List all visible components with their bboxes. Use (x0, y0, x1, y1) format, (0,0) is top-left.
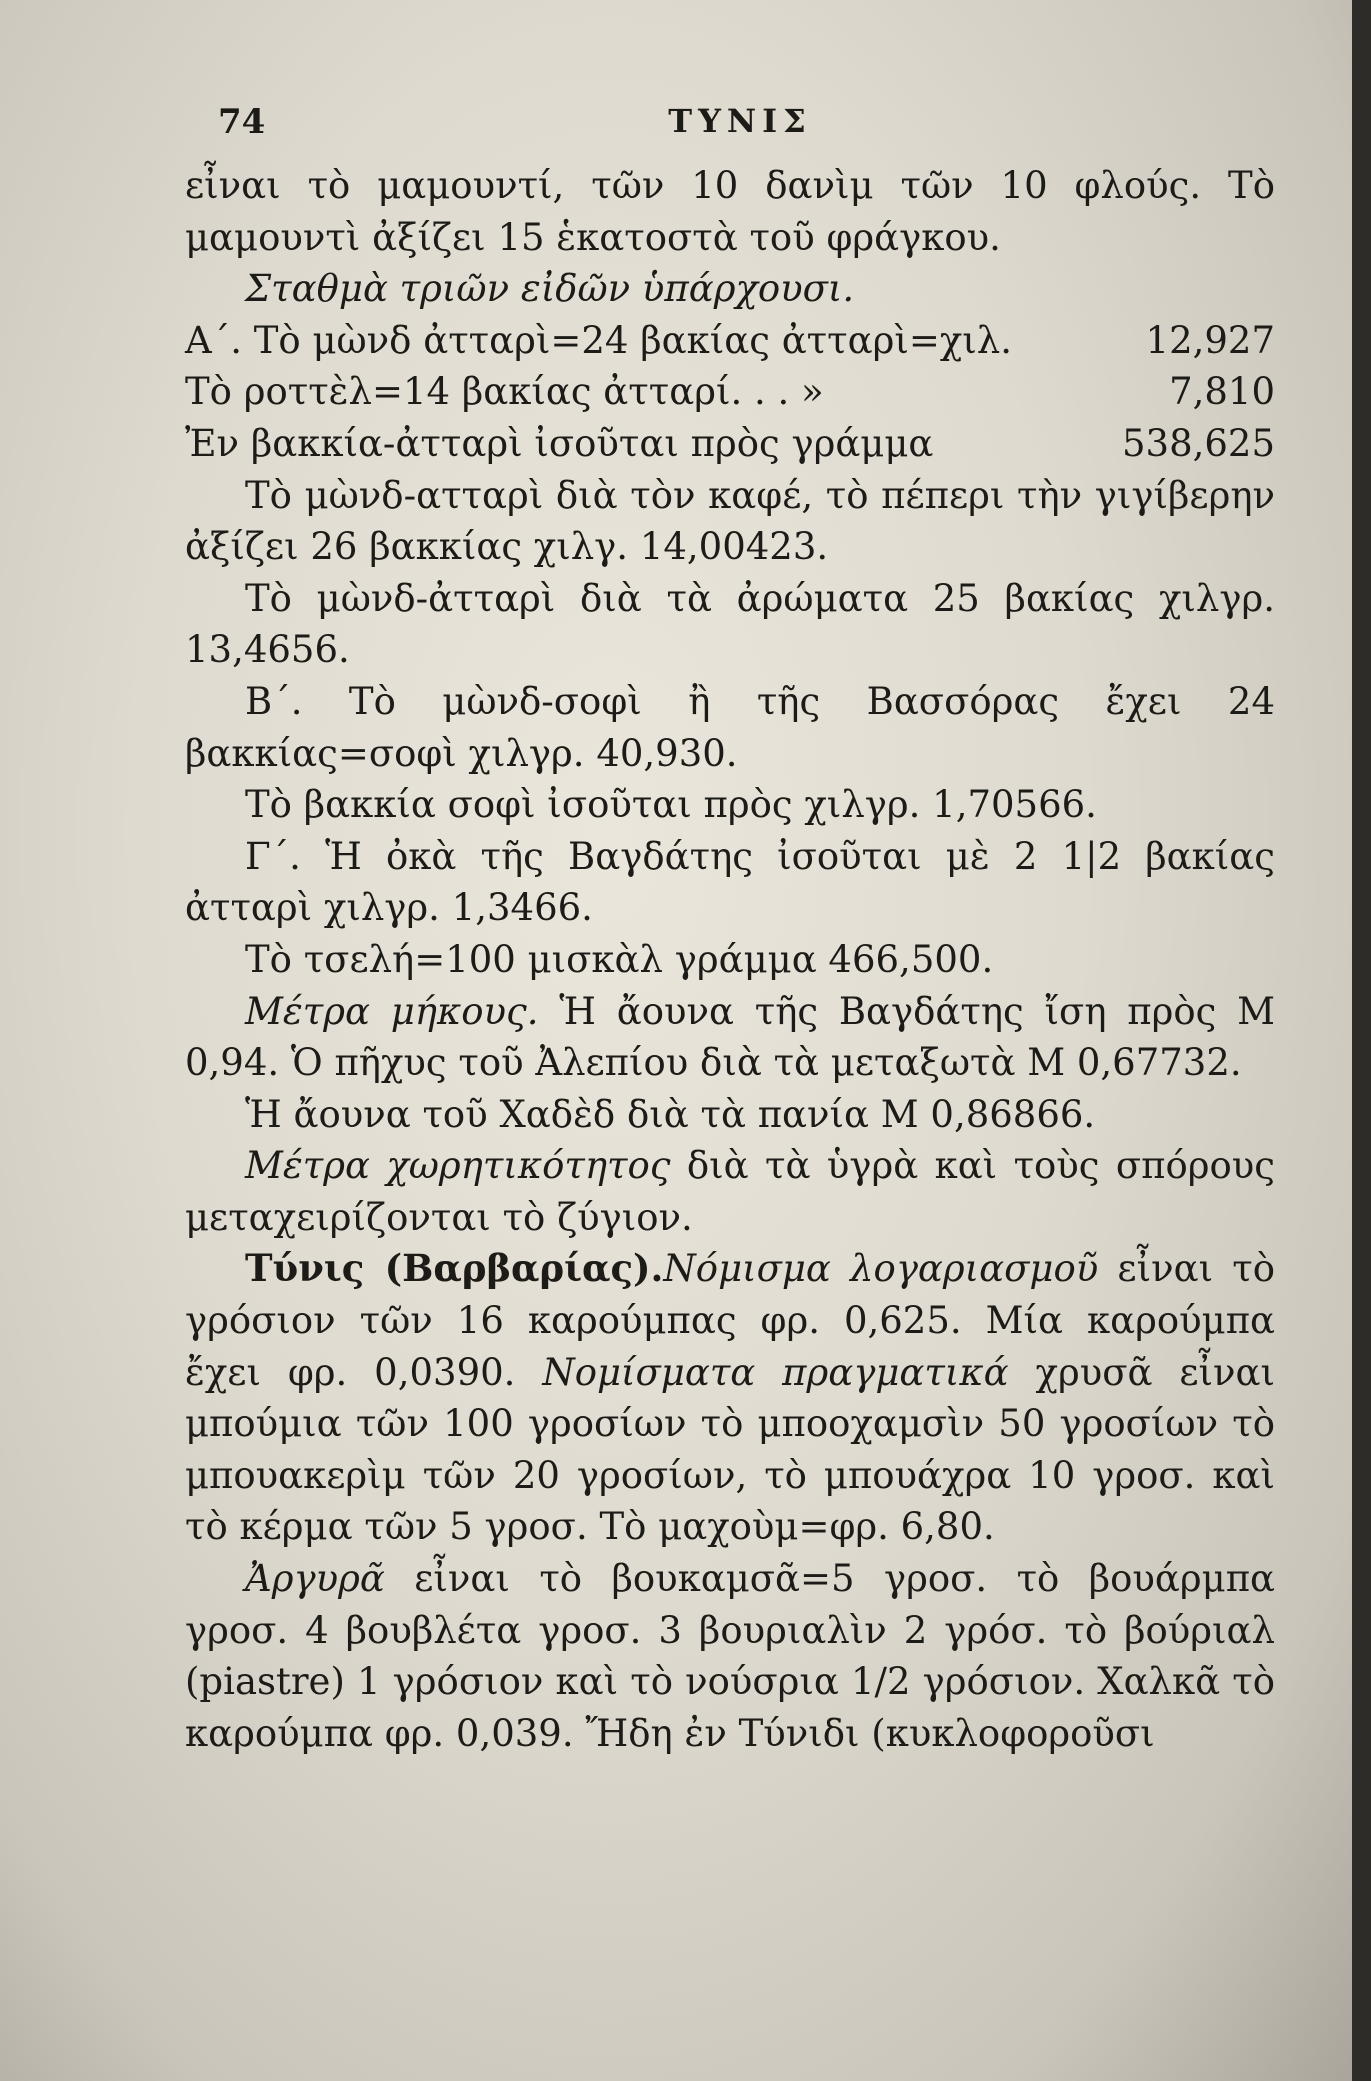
weight-line-value: 12,927 (1145, 318, 1275, 362)
inline-heading: Νομίσματα πραγματικά (542, 1350, 1009, 1394)
inline-heading: Μέτρα χωρητικότητος (245, 1144, 671, 1188)
paragraph: Β΄. Τὸ μὼνδ-σοφὶ ἢ τῆς Βασσόρας ἔχει 24 βακκίας=σοφὶ χιλγρ. 40,930. (185, 679, 1275, 775)
section-heading-tunis: Τύνις (Βαρβαρίας). (245, 1246, 664, 1291)
paragraph: Τὸ μὼνδ-ἀτταρὶ διὰ τὰ ἀρώματα 25 βακίας χιλγρ. 13,4656. (185, 576, 1275, 672)
paragraph (185, 1243, 1275, 1553)
paragraph-text: εἶναι τὸ βουκαμσᾶ=5 γροσ. τὸ βουάρμπα γροσ. 4 βουβλέτα γροσ. 3 βουριαλὶν 2 γρόσ. τὸ βούριαλ (piastre) 1 γρόσιον καὶ τὸ νούσρια 1/2 γρόσιον. Χαλκᾶ τὸ καρούμπα φρ. 0,039. Ἤδη ἐν Τύνιδι (κυκλοφοροῦσι (185, 1557, 1275, 1755)
paragraph (185, 1553, 1275, 1759)
weight-line-text: Τὸ ροττὲλ=14 βακίας ἀτταρί. . . » (185, 370, 824, 414)
weight-line-text: Α΄. Τὸ μὼνδ ἀτταρὶ=24 βακίας ἀτταρὶ=χιλ. (185, 318, 1013, 362)
weight-line (185, 418, 1275, 470)
running-title: ΤΥΝΙΣ (668, 102, 812, 140)
page-number: 74 (218, 102, 266, 142)
paragraph: Γ΄. Ἡ ὀκὰ τῆς Βαγδάτης ἰσοῦται μὲ 2 1|2 βακίας ἀτταρὶ χιλγρ. 1,3466. (185, 834, 1275, 930)
paragraph (185, 1140, 1275, 1243)
body-text (185, 160, 1275, 1759)
weight-line-value: 7,810 (1169, 370, 1275, 414)
inline-heading: Ἀργυρᾶ (245, 1557, 385, 1601)
section-heading-weights: Σταθμὰ τριῶν εἰδῶν ὑπάρχουσι. (245, 267, 855, 311)
paragraph: Τὸ τσελή=100 μισκὰλ γράμμα 466,500. (245, 937, 994, 981)
inline-heading: Μέτρα μήκους. (245, 989, 539, 1033)
paragraph: εἶναι τὸ μαμουντί, τῶν 10 δανὶμ τῶν 10 φλούς. Τὸ μαμουντὶ ἀξίζει 15 ἑκατοστὰ τοῦ φράγκου. (185, 164, 1275, 259)
paragraph-text: χρυσᾶ εἶναι μπούμια τῶν 100 γροσίων τὸ μποοχαμσὶν 50 γροσίων τὸ μπουακερὶμ τῶν 20 γροσίων, τὸ μπουάχρα 10 γροσ. καὶ τὸ κέρμα τῶν 5 γροσ. Τὸ μαχοὺμ=φρ. 6,80. (185, 1350, 1276, 1549)
paragraph-text: εἶναι τὸ γρόσιον τῶν 16 καρούμπας φρ. 0,625. Μία καρούμπα ἔχει φρ. 0,0390. (185, 1247, 1275, 1394)
paragraph: Τὸ βακκία σοφὶ ἰσοῦται πρὸς χιλγρ. 1,70566. (245, 783, 1097, 827)
paragraph: Ἡ ἄουνα τοῦ Χαδὲδ διὰ τὰ πανία Μ 0,86866. (245, 1092, 1096, 1136)
paragraph-text: διὰ τὰ ὑγρὰ καὶ τοὺς σπόρους μεταχειρίζονται τὸ ζύγιον. (185, 1144, 1275, 1239)
weight-line-text: Ἐν βακκία-ἀτταρὶ ἰσοῦται πρὸς γράμμα (185, 421, 934, 465)
inline-heading: Νόμισμα λογαριασμοῦ (663, 1247, 1099, 1291)
paragraph (185, 986, 1275, 1089)
paragraph-text: Ἡ ἄουνα τῆς Βαγδάτης ἴση πρὸς Μ 0,94. Ὁ πῆχυς τοῦ Ἀλεπίου διὰ τὰ μεταξωτὰ Μ 0,67732. (185, 989, 1275, 1085)
weight-line (185, 366, 1275, 418)
paragraph: Τὸ μὼνδ-ατταρὶ διὰ τὸν καφέ, τὸ πέπερι τὴν γιγίβερην ἀξίζει 26 βακκίας χιλγ. 14,00423. (185, 473, 1275, 569)
weight-line-value: 538,625 (1121, 421, 1275, 465)
page-header (200, 102, 1280, 148)
weight-line (185, 315, 1275, 367)
